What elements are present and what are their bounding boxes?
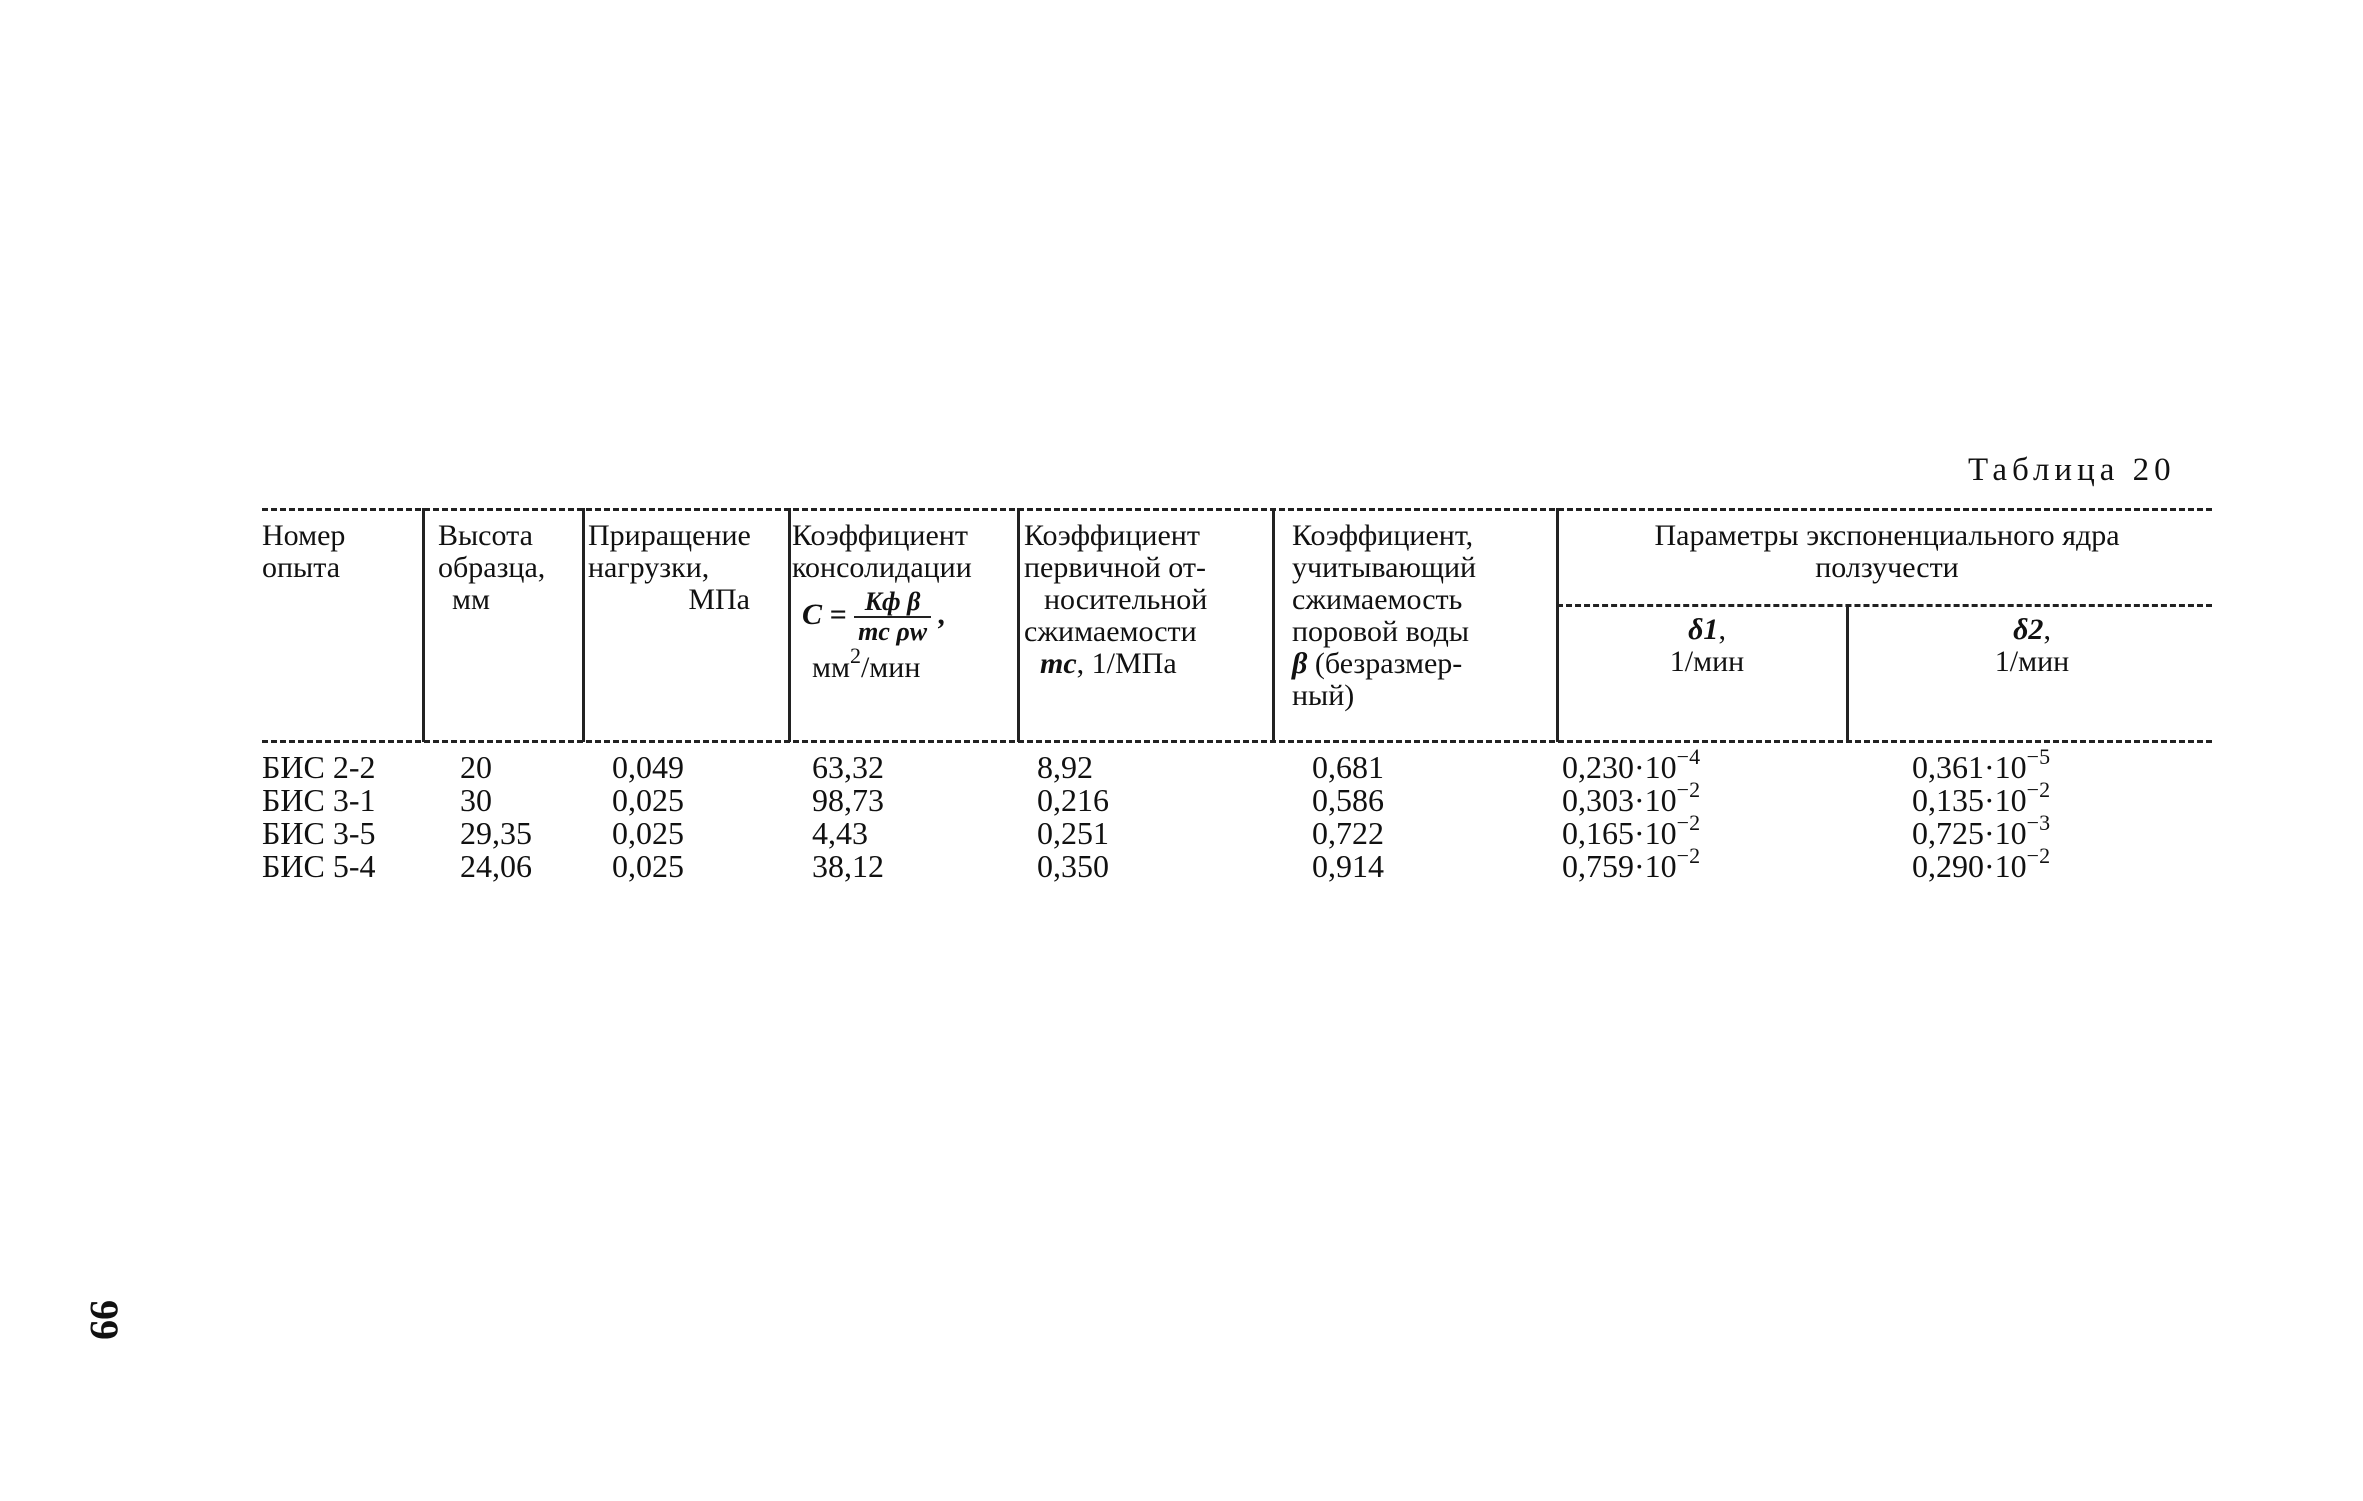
cell-delta1: $0,165\cdot 10^{-2}$	[1562, 810, 1701, 851]
header-experiment-number: Номер опыта	[262, 519, 346, 584]
header-primary-compressibility: Коэффициент первичной от- носительной сжимаемости mc, 1/МПа	[1024, 519, 1208, 680]
table-top-rule	[262, 508, 2212, 511]
cell-id: БИС 2-2	[262, 749, 376, 785]
header-consolidation-coefficient: Коэффициент консолидации	[792, 519, 972, 584]
cell-height: 24,06	[460, 848, 532, 884]
cell-beta: 0,681	[1312, 749, 1384, 785]
cell-compressibility: 0,251	[1037, 815, 1109, 851]
cell-height: 20	[460, 749, 492, 785]
group-divider-rule	[1557, 604, 2212, 607]
header-creep-kernel-parameters: Параметры экспоненциального ядра ползучести	[1654, 519, 2120, 584]
table-caption: Таблица 20	[1968, 452, 2176, 488]
header-delta2: δ2, 1/мин	[1994, 613, 2070, 678]
cell-delta1: $0,303\cdot 10^{-2}$	[1562, 777, 1701, 818]
symbol-mc: mc	[1040, 647, 1077, 680]
cell-height: 29,35	[460, 815, 532, 851]
col-divider-2	[582, 508, 585, 742]
cell-consolidation: 38,12	[812, 848, 884, 884]
cell-delta2: $0,290\cdot 10^{-2}$	[1912, 843, 2051, 884]
cell-delta2: $0,725\cdot 10^{-3}$	[1912, 810, 2051, 851]
header-bottom-rule	[262, 740, 2212, 743]
col-divider-3	[788, 508, 791, 742]
data-table	[262, 508, 2212, 888]
col-divider-6	[1556, 508, 1559, 742]
header-load-increment: Приращение нагрузки, МПа	[588, 519, 751, 616]
cell-compressibility: 0,216	[1037, 782, 1109, 818]
cell-beta: 0,586	[1312, 782, 1384, 818]
col-divider-4	[1017, 508, 1020, 742]
cell-load: 0,025	[612, 782, 684, 818]
header-sample-height: Высота образца, мм	[438, 519, 546, 616]
cell-id: БИС 3-5	[262, 815, 376, 851]
cell-id: БИС 3-1	[262, 782, 376, 818]
symbol-beta: β	[1292, 647, 1308, 680]
cell-beta: 0,722	[1312, 815, 1384, 851]
cell-compressibility: 0,350	[1037, 848, 1109, 884]
cell-load: 0,049	[612, 749, 684, 785]
cell-load: 0,025	[612, 848, 684, 884]
cell-consolidation: 98,73	[812, 782, 884, 818]
cell-consolidation: 4,43	[812, 815, 868, 851]
header-consolidation-unit: $мм^2$/мин	[812, 643, 921, 684]
cell-load: 0,025	[612, 815, 684, 851]
cell-delta1: $0,230\cdot 10^{-4}$	[1562, 744, 1701, 785]
col-divider-5	[1272, 508, 1275, 742]
col-divider-1	[422, 508, 425, 742]
cell-id: БИС 5-4	[262, 848, 376, 884]
cell-delta2: $0,361\cdot 10^{-5}$	[1912, 744, 2051, 785]
page-number: 99	[82, 1300, 127, 1340]
header-pore-water-coefficient: Коэффициент, учитывающий сжимаемость поровой воды β (безразмер- ный)	[1292, 519, 1477, 712]
cell-delta2: $0,135\cdot 10^{-2}$	[1912, 777, 2051, 818]
consolidation-formula: C = $\frac{\text{Kф β}}{\text{mc ρw}}$ ,	[802, 587, 947, 646]
cell-height: 30	[460, 782, 492, 818]
cell-delta1: $0,759\cdot 10^{-2}$	[1562, 843, 1701, 884]
cell-compressibility: 8,92	[1037, 749, 1093, 785]
cell-beta: 0,914	[1312, 848, 1384, 884]
header-delta1: δ1, 1/мин	[1669, 613, 1745, 678]
cell-consolidation: 63,32	[812, 749, 884, 785]
